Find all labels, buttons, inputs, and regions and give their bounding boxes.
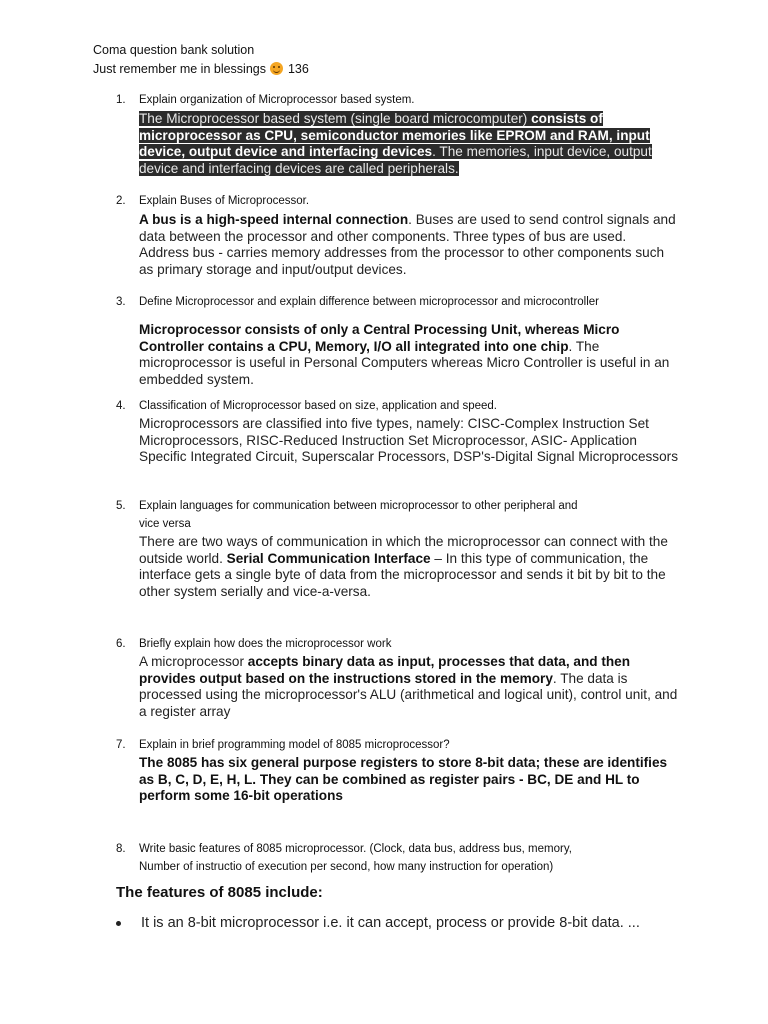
question-number: 7. <box>116 739 126 751</box>
question-title: Explain languages for communication between microprocessor to other peripheral and <box>139 500 578 512</box>
smiling-face-icon <box>270 62 283 75</box>
bullet-text: It is an 8-bit microprocessor i.e. it can accept, process or provide 8-bit data. ... <box>141 915 640 931</box>
answer-bold-text: Microprocessor consists of only a Central Processing Unit, whereas Micro Controller contains a CPU, Memory, I/O all integrated into one chip <box>139 322 620 354</box>
question-title: Briefly explain how does the microprocessor work <box>139 638 392 650</box>
answer-text: . The data is processed using the microprocessor's ALU (arithmetical and logical unit), control unit, and a register array <box>139 670 678 719</box>
answer-text: . The memories, input device, output device and interfacing devices are called peripherals. <box>139 144 652 176</box>
question-title: Explain in brief programming model of 8085 microprocessor? <box>139 739 450 751</box>
bullet-dot-icon <box>116 921 121 926</box>
answer-bold-text: A bus is a high-speed internal connection <box>139 212 409 227</box>
question-title: Classification of Microprocessor based on size, application and speed. <box>139 400 497 412</box>
question-title-continued: Number of instructio of execution per second, how many instruction for operation) <box>139 861 554 873</box>
question-title: Explain organization of Microprocessor based system. <box>139 94 415 106</box>
answer-5 <box>139 534 679 600</box>
highlighted-answer <box>139 111 652 176</box>
subtitle-text: Just remember me in blessings <box>93 62 266 76</box>
answer-text: There are two ways of communication in which the microprocessor can connect with the outside world. <box>139 534 668 566</box>
answer-3 <box>139 322 679 388</box>
answer-bold-text: Serial Communication Interface <box>226 550 431 566</box>
question-number: 6. <box>116 638 126 650</box>
answer-4 <box>139 416 679 466</box>
answer-bold-text: accepts binary data as input, processes that data, and then provides output based on the instructions stored in the memory <box>139 654 631 686</box>
question-title: Write basic features of 8085 microprocessor. (Clock, data bus, address bus, memory, <box>139 843 572 855</box>
subtitle-number: 136 <box>287 62 309 76</box>
question-title: Explain Buses of Microprocessor. <box>139 195 310 207</box>
answer-bold-text: consists of microprocessor as CPU, semiconductor memories like EPROM and RAM, input device, output device and interfacing devices <box>139 111 650 160</box>
question-number: 2. <box>116 195 126 207</box>
document-title: Coma question bank solution <box>93 43 255 57</box>
features-heading: The features of 8085 include: <box>116 884 323 901</box>
question-title: Define Microprocessor and explain difference between microprocessor and microcontroller <box>139 296 600 308</box>
answer-6 <box>139 654 679 720</box>
answer-2 <box>139 212 679 278</box>
answer-text: A microprocessor <box>139 654 248 669</box>
answer-1 <box>139 111 679 177</box>
answer-7 <box>139 755 679 805</box>
answer-text: Microprocessors are classified into five types, namely: CISC-Complex Instruction Set Microprocessors, RISC-Reduced Instruction Set Microprocessor, ASIC- Application Specific Integrated Circuit, Superscalar Processors, DSP's-Digital Signal Microprocessors <box>139 416 678 465</box>
question-number: 3. <box>116 296 126 308</box>
question-title-continued: vice versa <box>139 518 191 530</box>
answer-text: The Microprocessor based system (single board microcomputer) <box>139 111 532 126</box>
question-number: 5. <box>116 500 126 512</box>
document-subtitle <box>93 62 309 76</box>
question-number: 4. <box>116 400 126 412</box>
question-number: 8. <box>116 843 126 855</box>
question-number: 1. <box>116 94 126 106</box>
answer-text: – In this type of communication, the interface gets a single byte of data from the microprocessor and sends it bit by bit to the other system serially and vice-a-versa. <box>139 550 666 599</box>
answer-bold-text: The 8085 has six general purpose registers to store 8-bit data; these are identifies as B, C, D, E, H, L. They can be combined as register pairs - BC, DE and HL to perform some 16-bit operations <box>139 755 668 804</box>
answer-text: . The microprocessor is useful in Personal Computers whereas Micro Controller is useful in an embedded system. <box>139 338 670 387</box>
answer-text: . Buses are used to send control signals and data between the processor and other components. Three types of bus are used. Address bus - carries memory addresses from the processor to other components such as primary storage and input/output devices. <box>139 212 676 277</box>
